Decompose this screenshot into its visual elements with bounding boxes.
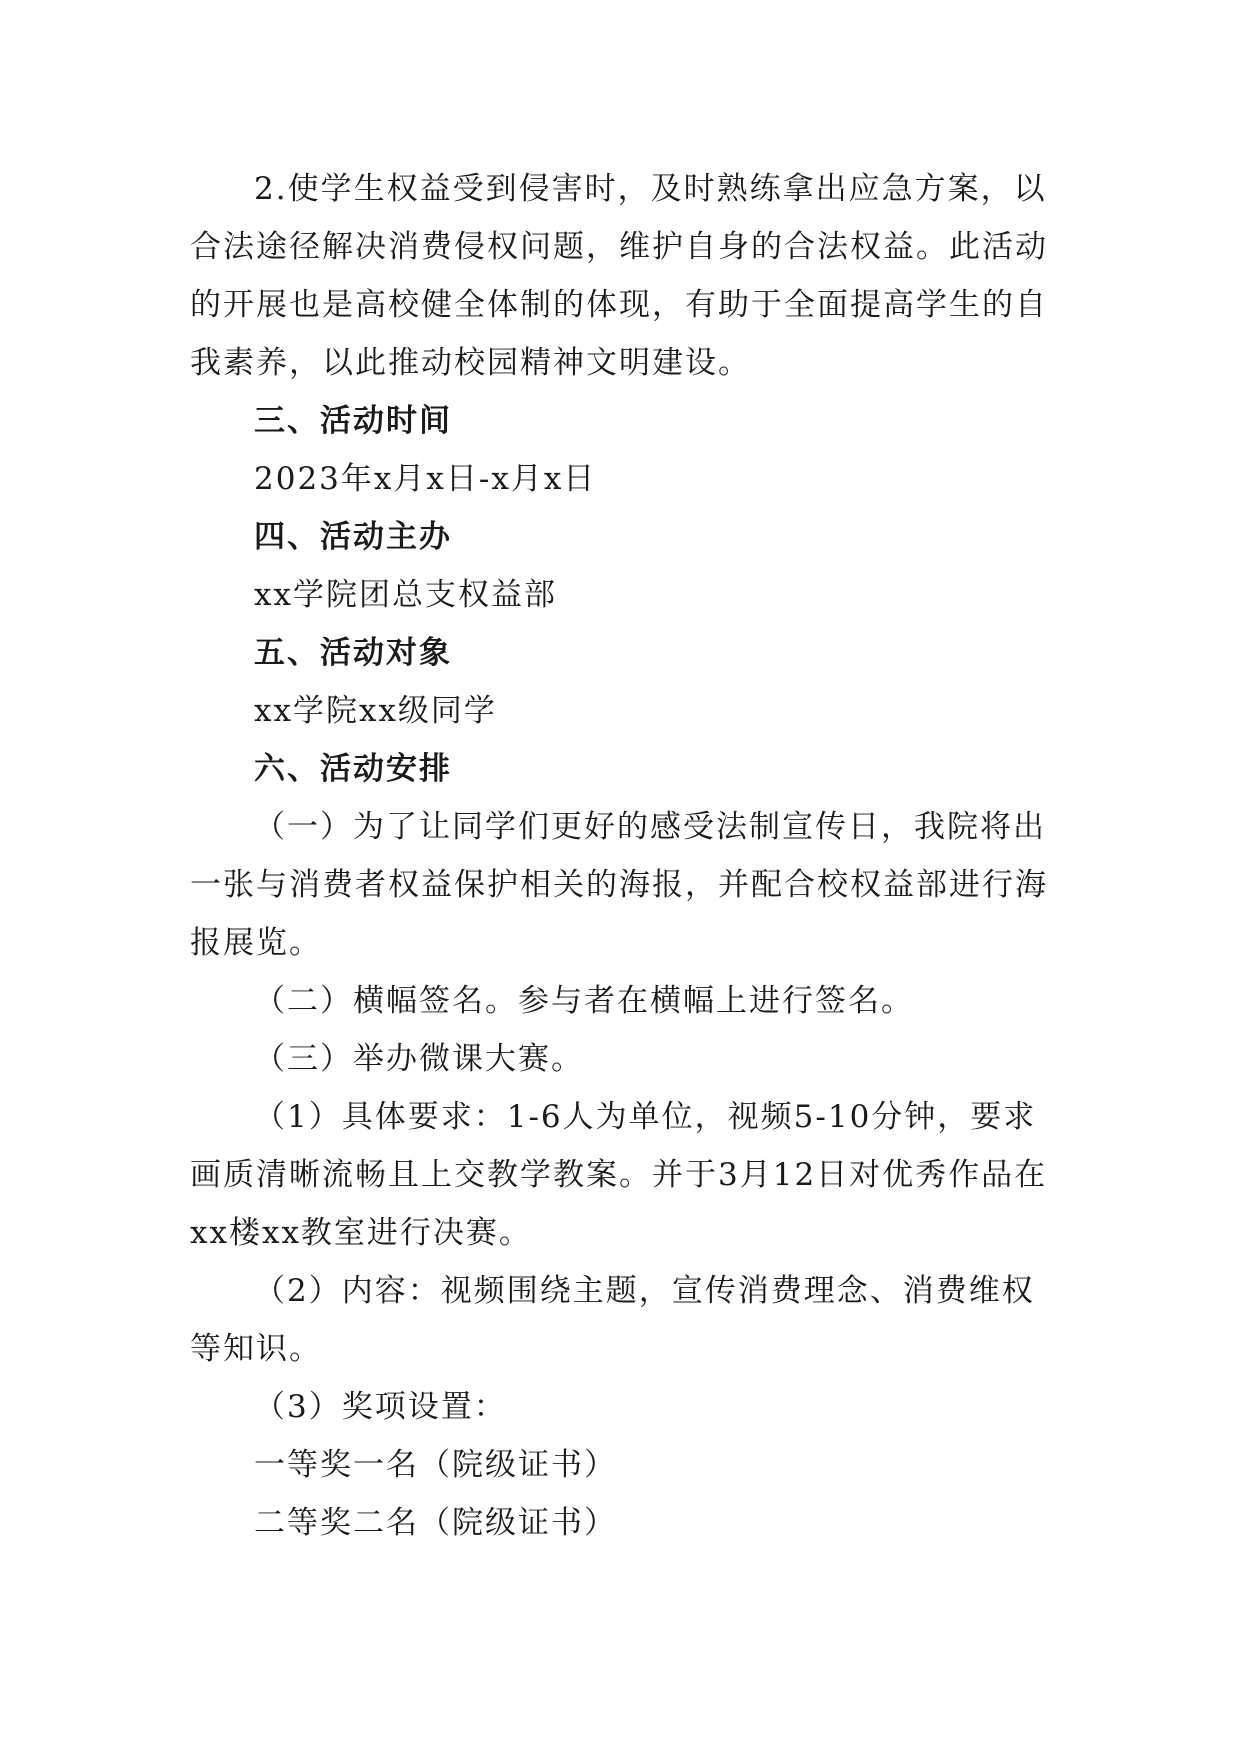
section-audience-body: xx学院xx级同学: [254, 693, 497, 729]
contest-content: （2）内容：视频围绕主题，宣传消费理念、消费维权等知识。: [190, 1273, 1035, 1367]
contest-awards-heading: （3）奖项设置：: [254, 1389, 507, 1425]
document-body: [190, 160, 1050, 1552]
section-audience-heading: 五、活动对象: [254, 635, 452, 671]
award-second-prize: 二等奖二名（院级证书）: [254, 1505, 617, 1541]
award-first-prize: 一等奖一名（院级证书）: [254, 1447, 617, 1483]
section-time-heading: 三、活动时间: [254, 403, 452, 439]
contest-requirements: （1）具体要求：1-6人为单位，视频5-10分钟，要求画质清晰流畅且上交教学教案。并于3月12日对优秀作品在xx楼xx教室进行决赛。: [190, 1099, 1048, 1251]
schedule-item-1: （一）为了让同学们更好的感受法制宣传日，我院将出一张与消费者权益保护相关的海报，并配合校权益部进行海报展览。: [190, 809, 1048, 961]
section-organizer-heading: 四、活动主办: [254, 519, 452, 555]
schedule-item-2: （二）横幅签名。参与者在横幅上进行签名。: [254, 983, 914, 1019]
schedule-item-3: （三）举办微课大赛。: [254, 1041, 584, 1077]
section-organizer-body: xx学院团总支权益部: [254, 577, 557, 613]
paragraph-goal-2: 2.使学生权益受到侵害时，及时熟练拿出应急方案，以合法途径解决消费侵权问题，维护自身的合法权益。此活动的开展也是高校健全体制的体现，有助于全面提高学生的自我素养，以此推动校园精神文明建设。: [190, 171, 1048, 381]
section-time-body: 2023年x月x日-x月x日: [254, 461, 597, 497]
section-schedule-heading: 六、活动安排: [254, 751, 452, 787]
